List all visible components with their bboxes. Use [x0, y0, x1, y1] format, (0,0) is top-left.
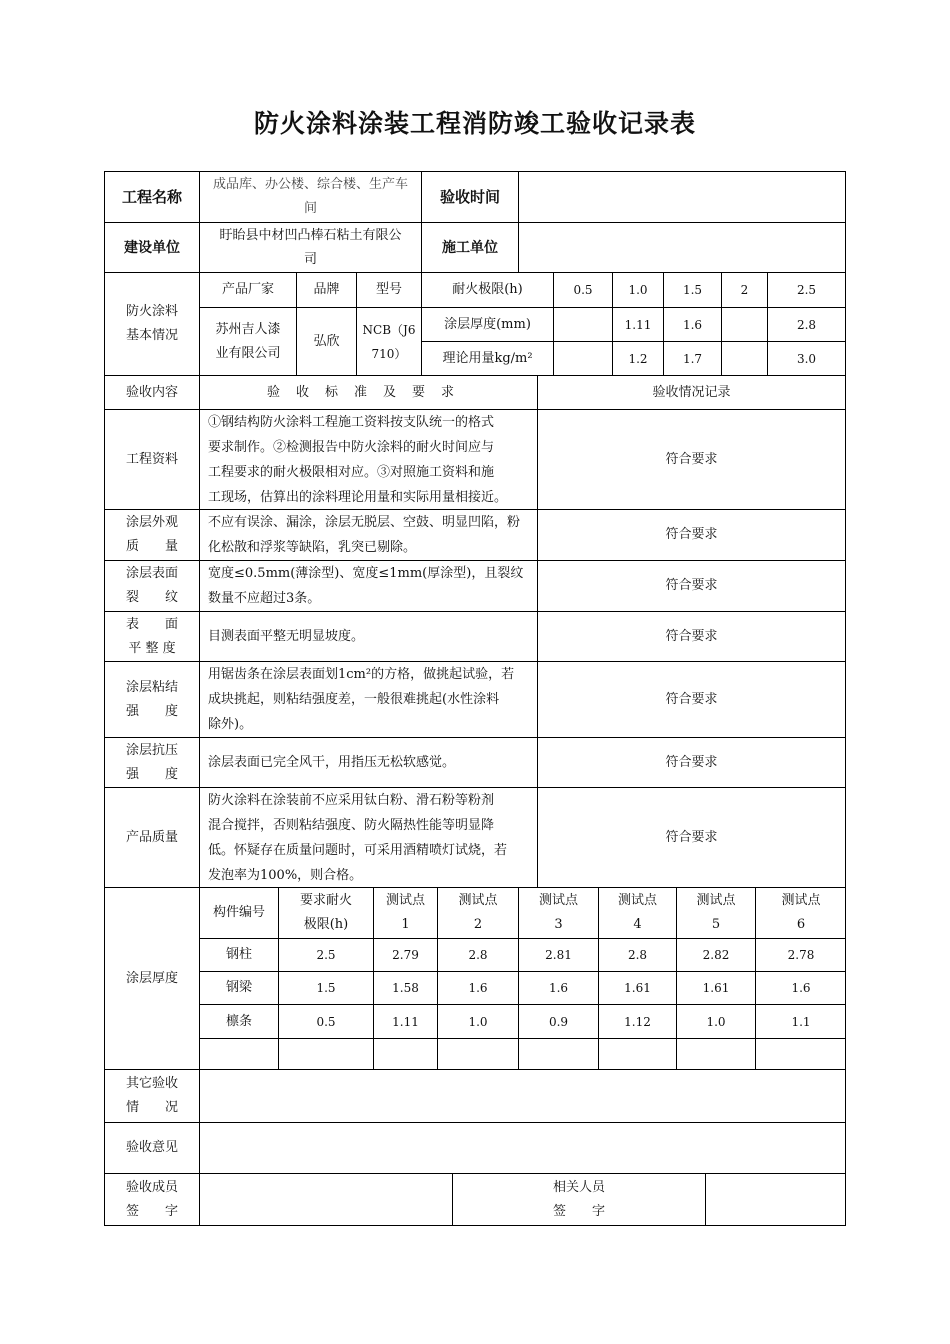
criteria-item: 产品质量 [125, 829, 178, 845]
thickness-test-cell[interactable] [200, 1039, 278, 1069]
related-signature[interactable] [706, 1174, 845, 1225]
thickness-test-cell[interactable]: 1.61 [624, 981, 651, 995]
content-header: 验收内容 [125, 384, 178, 400]
thickness-test-cell[interactable] [374, 1039, 437, 1069]
criteria-record[interactable]: 符合要求 [665, 628, 718, 644]
project-name-value[interactable]: 成品库、办公楼、综合楼、生产车 间 [212, 177, 408, 216]
brand-label: 品牌 [313, 282, 340, 297]
thickness-test-cell[interactable]: 檩条 [225, 1013, 252, 1029]
brand-value: 弘欣 [313, 333, 340, 349]
criteria-standard: 目测表面平整无明显坡度。 [208, 629, 365, 644]
thickness-test-label: 涂层厚度 [125, 970, 178, 986]
acceptance-time-value[interactable] [519, 172, 845, 222]
thickness-test-cell[interactable]: 1.6 [791, 981, 811, 995]
thickness-test-cell[interactable]: 2.5 [316, 948, 336, 962]
thickness-test-cell[interactable] [756, 1039, 846, 1069]
criteria-standard: 涂层表面已完全风干，用指压无松软感觉。 [208, 755, 456, 770]
thickness-value [722, 308, 767, 341]
thickness-test-header: 要求耐火 极限(h) [299, 893, 352, 932]
thickness-test-header: 构件编号 [212, 905, 265, 920]
thickness-test-cell[interactable]: 1.0 [468, 1014, 488, 1029]
criteria-standard: 宽度≤0.5mm(薄涂型)、宽度≤1mm(厚涂型)，且裂纹 数量不应超过3条。 [208, 566, 524, 606]
contractor-value[interactable] [519, 223, 845, 272]
basic-info-section-label: 防火涂料 基本情况 [125, 304, 178, 343]
thickness-value: 1.11 [624, 317, 652, 332]
criteria-item: 工程资料 [125, 451, 178, 467]
criteria-item: 涂层粘结 强 度 [125, 679, 178, 719]
thickness-test-header: 测试点 5 [696, 893, 736, 932]
criteria-standard: ①钢结构防火涂料工程施工资料按支队统一的格式 要求制作。②检测报告中防火涂料的耐火时间应与 工程要求的耐火极限相对应。③对照施工资料和施 工现场，估算出的涂料理论用量和实际用量相接近。 [208, 414, 508, 505]
thickness-test-cell[interactable]: 1.1 [791, 1014, 811, 1029]
thickness-value: 1.6 [682, 317, 703, 332]
criteria-record[interactable]: 符合要求 [665, 829, 718, 845]
opinion-label: 验收意见 [125, 1140, 178, 1155]
thickness-test-cell[interactable]: 1.61 [702, 981, 730, 995]
standard-header: 验收标准及要求 [266, 384, 470, 400]
thickness-test-cell[interactable]: 0.5 [316, 1014, 336, 1029]
thickness-test-cell[interactable]: 2.82 [702, 948, 730, 962]
members-signature[interactable] [200, 1174, 452, 1225]
thickness-test-cell[interactable] [677, 1039, 755, 1069]
thickness-test-cell[interactable]: 1.58 [392, 981, 419, 995]
usage-value: 1.7 [682, 351, 703, 366]
thickness-test-cell[interactable]: 1.12 [624, 1014, 651, 1029]
thickness-test-cell[interactable]: 1.5 [316, 981, 336, 995]
usage-value [722, 342, 767, 375]
other-value[interactable] [200, 1070, 845, 1122]
thickness-test-cell[interactable] [519, 1039, 598, 1069]
fire-limit-value: 1.0 [628, 283, 648, 297]
fire-limit-value: 0.5 [573, 283, 593, 297]
criteria-item: 涂层外观 质 量 [125, 515, 178, 554]
thickness-test-cell[interactable]: 0.9 [548, 1014, 569, 1029]
thickness-test-cell[interactable]: 2.8 [468, 948, 488, 962]
model-label: 型号 [375, 282, 402, 297]
acceptance-time-label: 验收时间 [439, 188, 500, 206]
thickness-test-cell[interactable]: 2.8 [627, 948, 648, 962]
criteria-record[interactable]: 符合要求 [665, 451, 718, 467]
usage-label: 理论用量kg/m² [442, 350, 533, 366]
fire-limit-value: 2.5 [796, 283, 817, 297]
criteria-item: 表 面 平 整 度 [125, 616, 178, 656]
criteria-item: 涂层表面 裂 纹 [125, 566, 178, 605]
model-value: NCB（J6 710） [362, 322, 416, 361]
thickness-test-header: 测试点 1 [385, 893, 425, 932]
thickness-test-cell[interactable]: 1.6 [468, 981, 488, 995]
criteria-standard: 不应有误涂、漏涂，涂层无脱层、空鼓、明显凹陷，粉 化松散和浮浆等缺陷，乳突已剔除。 [208, 515, 521, 555]
manufacturer-label: 产品厂家 [221, 282, 274, 297]
thickness-test-header: 测试点 2 [458, 893, 498, 932]
criteria-record[interactable]: 符合要求 [665, 578, 718, 593]
usage-value: 1.2 [628, 351, 648, 366]
owner-label: 建设单位 [124, 239, 180, 256]
criteria-record[interactable]: 符合要求 [665, 691, 718, 707]
criteria-standard: 用锯齿条在涂层表面划1cm²的方格，做挑起试验，若 成块挑起，则粘结强度差，一般很难挑起(水性涂料 除外)。 [208, 667, 515, 732]
thickness-value [554, 308, 612, 341]
criteria-standard: 防火涂料在涂装前不应采用钛白粉、滑石粉等粉剂 混合搅拌，否则粘结强度、防火隔热性能等明显降 低。怀疑存在质量问题时，可采用酒精喷灯试烧，若 发泡率为100%，则合格。 [208, 792, 508, 883]
thickness-test-cell[interactable] [438, 1039, 518, 1069]
page-title: 防火涂料涂装工程消防竣工验收记录表 [253, 109, 696, 138]
fire-limit-label: 耐火极限(h) [452, 282, 523, 297]
manufacturer-value: 苏州吉人漆 业有限公司 [215, 321, 281, 361]
thickness-test-cell[interactable]: 2.81 [545, 948, 572, 962]
thickness-test-cell[interactable]: 1.11 [392, 1014, 419, 1029]
thickness-test-cell[interactable]: 钢柱 [225, 947, 252, 962]
related-label: 相关人员 签 字 [552, 1179, 605, 1219]
criteria-record[interactable]: 符合要求 [665, 754, 718, 770]
record-header: 验收情况记录 [652, 384, 731, 400]
thickness-test-cell[interactable] [279, 1039, 373, 1069]
owner-value[interactable]: 盱眙县中材凹凸棒石粘土有限公 司 [219, 227, 402, 267]
thickness-test-cell[interactable]: 1.6 [548, 981, 569, 995]
thickness-value: 2.8 [796, 317, 817, 332]
opinion-value[interactable] [200, 1123, 845, 1173]
thickness-test-cell[interactable]: 1.0 [706, 1014, 726, 1029]
usage-value: 3.0 [796, 351, 817, 366]
thickness-test-cell[interactable] [599, 1039, 676, 1069]
thickness-test-cell[interactable]: 2.78 [787, 948, 815, 962]
thickness-test-header: 测试点 4 [617, 893, 657, 932]
fire-limit-value: 1.5 [682, 283, 703, 297]
criteria-item: 涂层抗压 强 度 [125, 742, 178, 782]
thickness-test-header: 测试点 6 [781, 893, 821, 932]
criteria-record[interactable]: 符合要求 [665, 527, 718, 542]
other-label: 其它验收 情 况 [125, 1076, 178, 1115]
thickness-test-cell[interactable]: 2.79 [392, 948, 419, 962]
thickness-test-header: 测试点 3 [538, 893, 578, 932]
thickness-label: 涂层厚度(mm) [444, 316, 531, 332]
thickness-test-cell[interactable]: 钢梁 [225, 980, 252, 995]
members-label: 验收成员 签 字 [125, 1179, 178, 1219]
project-name-label: 工程名称 [121, 188, 182, 206]
usage-value [554, 342, 612, 375]
fire-limit-value: 2 [740, 283, 749, 297]
contractor-label: 施工单位 [442, 239, 498, 256]
